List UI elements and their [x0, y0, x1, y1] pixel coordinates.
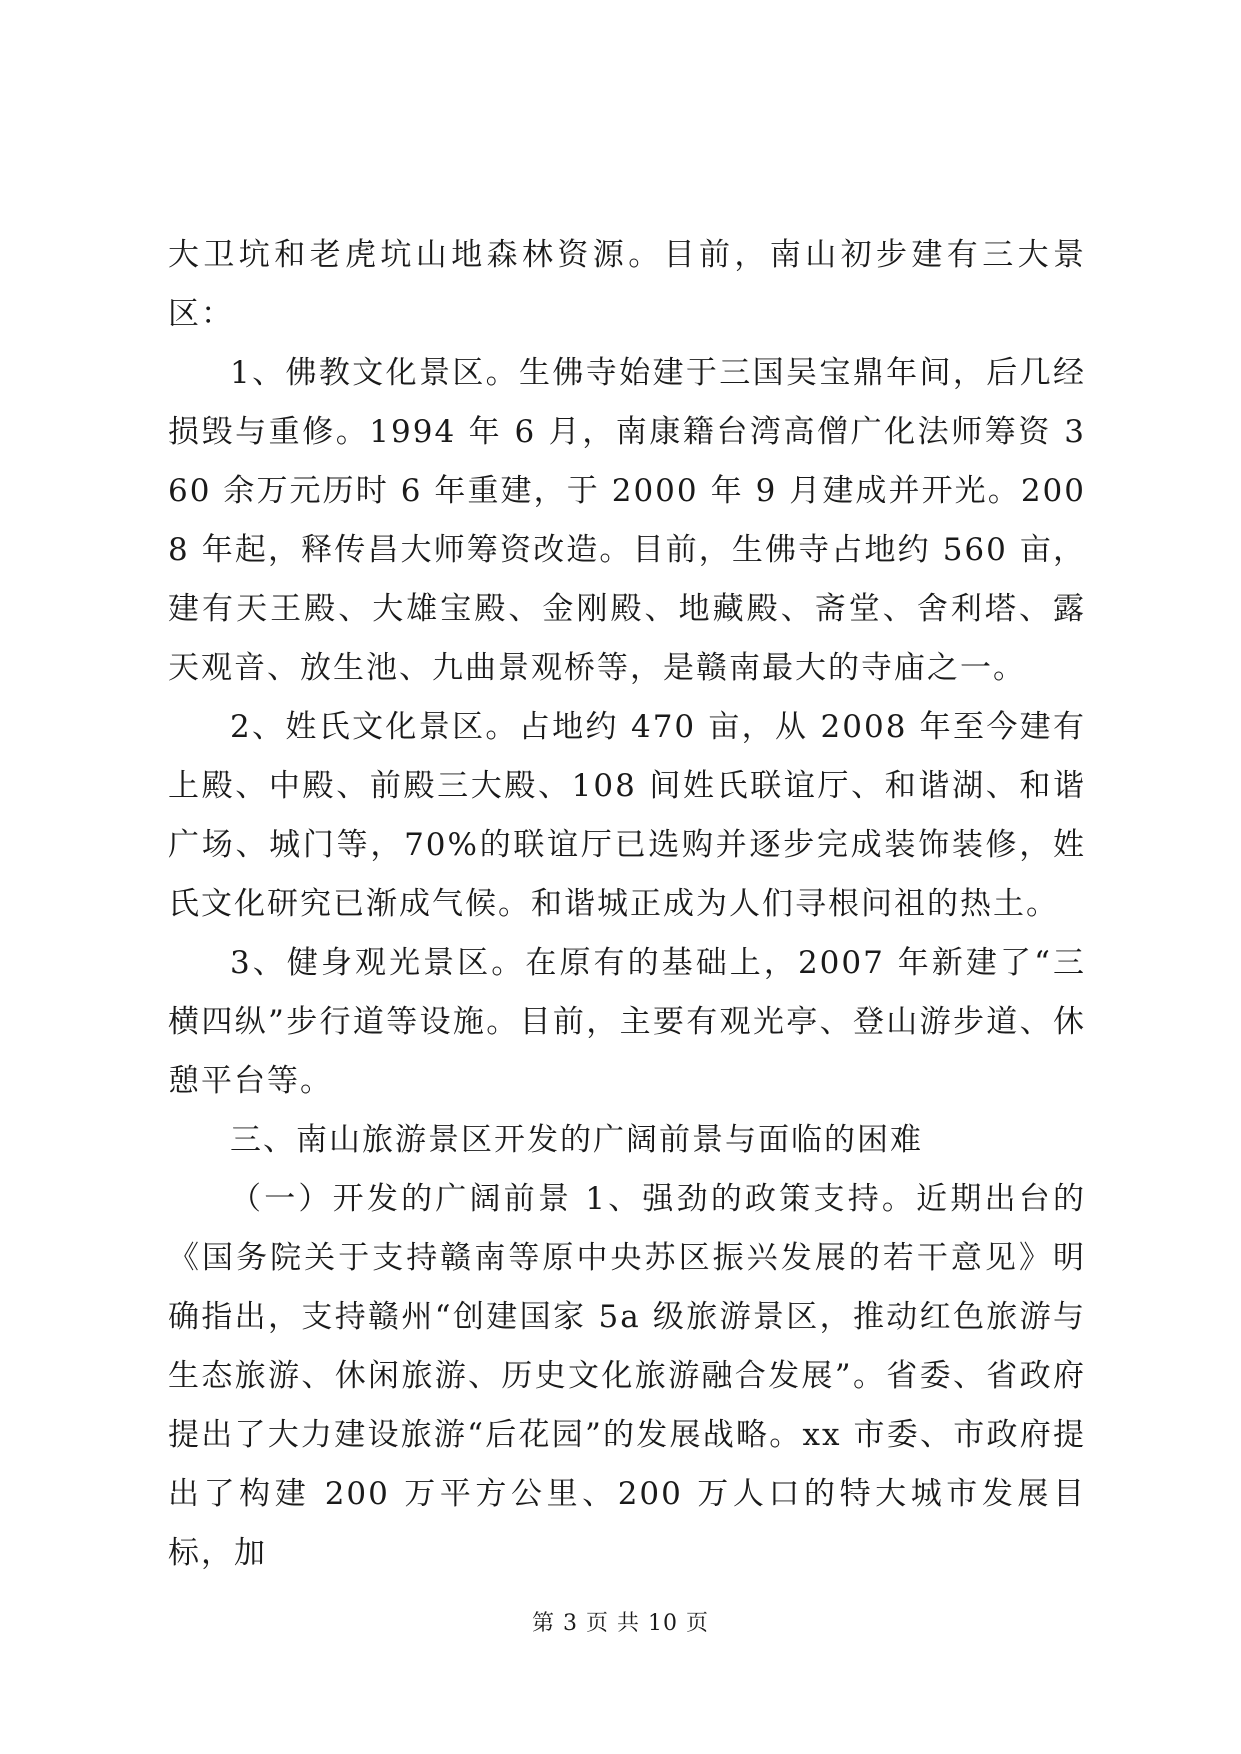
- document-body: [168, 226, 1086, 1583]
- paragraph-development-prospects: （一）开发的广阔前景 1、强劲的政策支持。近期出台的《国务院关于支持赣南等原中央苏区振兴发展的若干意见》明确指出，支持赣州“创建国家 5a 级旅游景区，推动红色旅游与生态旅游、休闲旅游、历史文化旅游融合发展”。省委、省政府提出了大力建设旅游“后花园”的发展战略。xx 市委、市政府提出了构建 200 万平方公里、200 万人口的特大城市发展目标，加: [168, 1181, 1086, 1571]
- paragraph-continuation: 大卫坑和老虎坑山地森林资源。目前，南山初步建有三大景区：: [168, 237, 1086, 332]
- section-heading: 三、南山旅游景区开发的广阔前景与面临的困难: [230, 1122, 923, 1158]
- paragraph-surname-culture-area: 2、姓氏文化景区。占地约 470 亩，从 2008 年至今建有上殿、中殿、前殿三大殿、108 间姓氏联谊厅、和谐湖、和谐广场、城门等，70%的联谊厅已选购并逐步完成装饰装修，姓氏文化研究已渐成气候。和谐城正成为人们寻根问祖的热土。: [168, 709, 1086, 922]
- paragraph-buddhist-culture-area: 1、佛教文化景区。生佛寺始建于三国吴宝鼎年间，后几经损毁与重修。1994 年 6 月，南康籍台湾高僧广化法师筹资 360 余万元历时 6 年重建，于 2000 年 9 月建成并开光。2008 年起，释传昌大师筹资改造。目前，生佛寺占地约 560 亩，建有天王殿、大雄宝殿、金刚殿、地藏殿、斋堂、舍利塔、露天观音、放生池、九曲景观桥等，是赣南最大的寺庙之一。: [168, 355, 1086, 686]
- page-footer: 第 3 页 共 10 页: [532, 1611, 709, 1636]
- paragraph-fitness-sightseeing-area: 3、健身观光景区。在原有的基础上，2007 年新建了“三横四纵”步行道等设施。目前，主要有观光亭、登山游步道、休憩平台等。: [168, 945, 1086, 1099]
